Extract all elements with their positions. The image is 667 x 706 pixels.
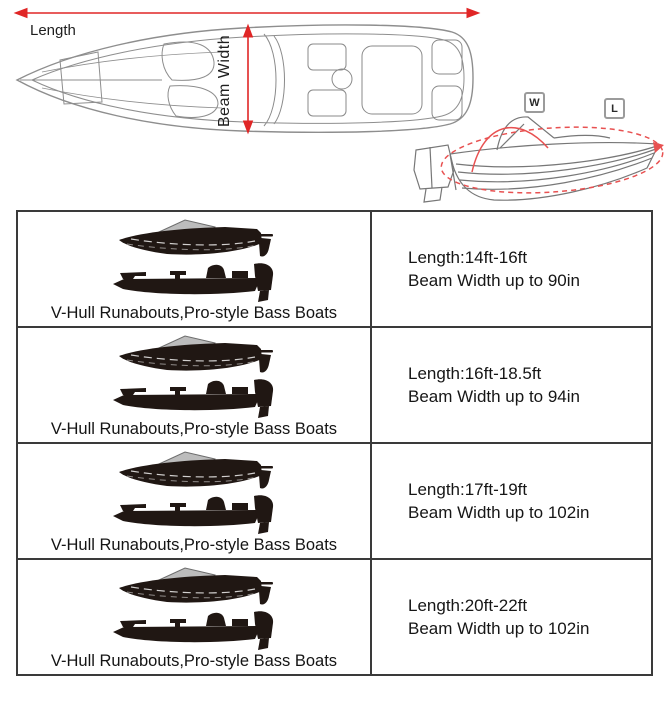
length-arrow xyxy=(15,9,479,18)
beam-width-label: Beam Width xyxy=(216,34,233,128)
size-spec-cell xyxy=(371,327,652,443)
length-spec: Length:20ft-22ft xyxy=(408,596,528,615)
boat-types-cell xyxy=(17,559,371,675)
covered-boat-outline xyxy=(414,117,659,202)
bass-boat-silhouette-icon xyxy=(110,377,278,419)
size-spec-cell xyxy=(371,559,652,675)
runabout-silhouette-icon xyxy=(115,449,273,493)
table-row xyxy=(17,443,652,559)
size-spec-cell xyxy=(371,211,652,327)
size-spec-cell xyxy=(371,443,652,559)
boat-types-caption: V-Hull Runabouts,Pro-style Bass Boats xyxy=(50,652,338,670)
beam-width-spec: Beam Width up to 102in xyxy=(408,619,590,638)
boat-types-cell xyxy=(17,327,371,443)
boat-types-caption: V-Hull Runabouts,Pro-style Bass Boats xyxy=(50,536,338,554)
runabout-silhouette-icon xyxy=(115,333,273,377)
bass-boat-silhouette-icon xyxy=(110,261,278,303)
beam-width-spec: Beam Width up to 102in xyxy=(408,503,590,522)
boat-types-caption: V-Hull Runabouts,Pro-style Bass Boats xyxy=(50,420,338,438)
length-label: Length xyxy=(30,22,76,39)
table-row xyxy=(17,559,652,675)
cover-measure-lines xyxy=(439,120,665,199)
length-badge: L xyxy=(604,98,625,119)
width-badge: W xyxy=(524,92,545,113)
boat-types-caption: V-Hull Runabouts,Pro-style Bass Boats xyxy=(50,304,338,322)
table-row xyxy=(17,327,652,443)
length-spec: Length:14ft-16ft xyxy=(408,248,528,267)
length-spec: Length:17ft-19ft xyxy=(408,480,528,499)
beam-width-arrow xyxy=(244,25,253,133)
bass-boat-silhouette-icon xyxy=(110,493,278,535)
boat-types-cell xyxy=(17,443,371,559)
beam-width-spec: Beam Width up to 94in xyxy=(408,387,580,406)
boat-types-cell xyxy=(17,211,371,327)
length-spec: Length:16ft-18.5ft xyxy=(408,364,542,383)
runabout-silhouette-icon xyxy=(115,565,273,609)
runabout-silhouette-icon xyxy=(115,217,273,261)
table-row xyxy=(17,211,652,327)
beam-width-spec: Beam Width up to 90in xyxy=(408,271,580,290)
bass-boat-silhouette-icon xyxy=(110,609,278,651)
boat-size-table xyxy=(16,210,653,676)
boat-measurement-diagram xyxy=(0,0,667,208)
